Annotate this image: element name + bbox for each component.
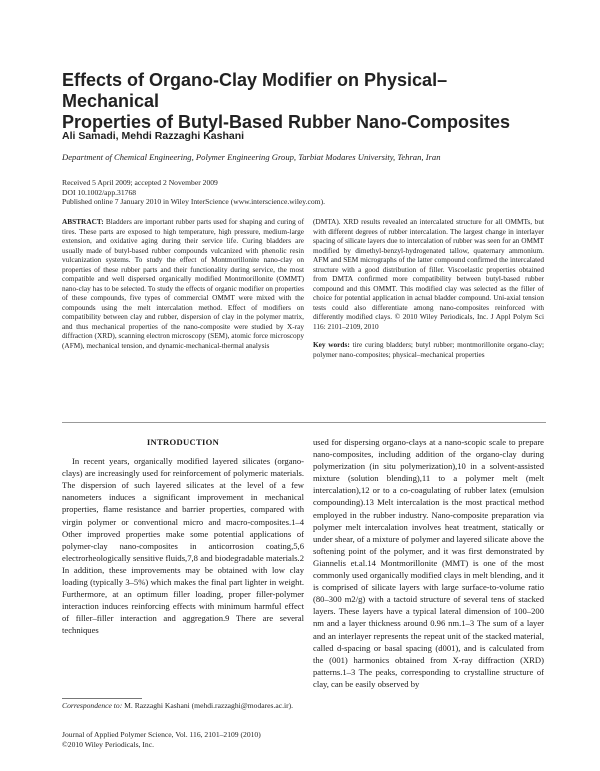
abstract-text-part2: (DMTA). XRD results revealed an intercalated structure for all OMMTs, but with different degrees of rubber intercalation. The largest change in interlayer spacing of silicate layers due to intercalation of rubber was seen for an OMMT modified by dimethyl-benzyl-hydrogenated tallow, quaternary ammonium. AFM and SEM micrographs of the latter compound confirmed the intercalated structure with a good distribution of filler. Viscoelastic properties obtained from DMTA confirmed more compatibility between butyl-based rubber compound and this OMMT. This modified clay was selected as the filler of choice for potential application in actual bladder compound. Uni-axial tension tests could also differentiate among nano-composites reinforced with differently modified clays. © 2010 Wiley Periodicals, Inc. J Appl Polym Sci 116: 2101–2109, 2010 [313, 217, 544, 331]
doi: DOI 10.1002/app.31768 [62, 187, 137, 197]
journal-citation [62, 730, 312, 749]
copyright-line: ©2010 Wiley Periodicals, Inc. [62, 739, 154, 749]
section-divider [62, 422, 546, 423]
affiliation: Department of Chemical Engineering, Polymer Engineering Group, Tarbiat Modares University, Tehran, Iran [62, 152, 441, 162]
footnote-rule [62, 698, 142, 699]
publication-history [62, 178, 462, 207]
correspondence-text: M. Razzaghi Kashani (mehdi.razzaghi@modares.ac.ir). [124, 701, 294, 710]
title-line-2: Properties of Butyl-Based Rubber Nano-Composites [62, 112, 511, 132]
author-list: Ali Samadi, Mehdi Razzaghi Kashani [62, 130, 245, 142]
keywords-text: tire curing bladders; butyl rubber; montmorillonite organo-clay; polymer nano-composites; physical–mechanical properties [313, 340, 544, 359]
abstract-right-column [313, 217, 544, 359]
abstract-text-part1: Bladders are important rubber parts used for shaping and curing of tires. These parts are exposed to high temperature, high pressure, medium-large extension, and oxidative aging during their service life. Curing bladders are usually made of butyl-based rubber compounds vulcanized with phenolic resin vulcanization systems. To study the effect of Montmorillonite nano-clay on properties of these rubber parts and their functionality during service, the most compatible and well dispersed organically modified Montmorillonite (OMMT) nano-clay has to be selected. To study the effects of organic modifier on properties of these compounds, five types of commercial OMMT were mixed with the compounds using the melt intercalation method. Effect of modifiers on compatibility between clay and rubber, dispersion of clay in the polymer matrix, and thus mechanical properties of the nano-composite were studied by X-ray diffraction (XRD), scanning electron microscopy (SEM), atomic force microscopy (AFM), mechanical tension, and dynamic-mechanical-thermal analysis [62, 217, 305, 350]
abstract-left-column [62, 217, 304, 350]
abstract-label: ABSTRACT: [62, 217, 104, 226]
intro-paragraph-1: In recent years, organically modified layered silicates (organo-clays) are increasingly used for reinforcement of polymeric materials. The dispersion of such layered silicates at the level of a few nanometers induces a significant improvement in mechanical properties, flame resistance and barrier properties, compared with virgin polymer or conventional micro and macro-composites.1–4 Other improved properties make some potential applications of polymer-clay nano-composites in anticorrosion coating,5,6 electrorheologically sensitive fluids,7,8 and biodegradable materials.2 In addition, these improvements may be obtained with low clay loading (typically 3–5%) which makes the final part lighter in weight. Furthermore, at an optimum filler loading, proper filler-polymer interaction induces reinforcing effects with minimum harmful effect of filler–filler interaction and aggregation.9 There are several techniques [62, 456, 304, 636]
correspondence-footnote [62, 701, 304, 710]
article-title [62, 70, 542, 133]
keywords [313, 340, 544, 359]
section-heading-introduction: INTRODUCTION [146, 437, 220, 447]
journal-name-line: Journal of Applied Polymer Science, Vol. 116, 2101–2109 (2010) [62, 730, 261, 739]
intro-paragraph-1-continued: used for dispersing organo-clays at a nano-scopic scale to prepare nano-composites, including addition of the organo-clay during polymerization (in situ polymerization),10 in a solvent-assisted mixture (solution blending),11 to a polymer melt (melt intercalation),12 or to a co-coagulating of rubber latex (emulsion compounding).13 Melt intercalation is the most practical method employed in the rubber industry. Nano-composite preparation via polymer melt intercalation involves heat treatment, statically or under shear, of a mixture of polymer and layered silicate above the softening point of the polymer, and it was first demonstrated by Giannelis et.al.14 Montmorillonite (MMT) is one of the most commonly used organically modified clays in melt blending, and it is comprised of silicate layers with large surface-to-volume ratio (80–300 m2/g) with a tactoid structure of several tens of stacked layers. These layers have a typical lateral dimension of 100–200 nm and a layer thickness around 0.96 nm.1–3 The sum of a layer and an interlayer represents the repeat unit of the stacked material, called d-spacing or basal spacing (d001), and is calculated from the (001) harmonics obtained from X-ray diffraction (XRD) patterns.1–3 The peaks, corresponding to crystalline structure of clay, can be easily observed by [313, 437, 544, 689]
body-right-column [313, 436, 544, 690]
body-left-column [62, 436, 304, 637]
received-dates: Received 5 April 2009; accepted 2 November 2009 [62, 178, 218, 187]
keywords-label: Key words: [313, 340, 350, 349]
title-line-1: Effects of Organo-Clay Modifier on Physical–Mechanical [62, 70, 448, 111]
published-online: Published online 7 January 2010 in Wiley InterScience (www.interscience.wiley.com). [62, 197, 326, 207]
correspondence-label: Correspondence to: [62, 701, 123, 710]
